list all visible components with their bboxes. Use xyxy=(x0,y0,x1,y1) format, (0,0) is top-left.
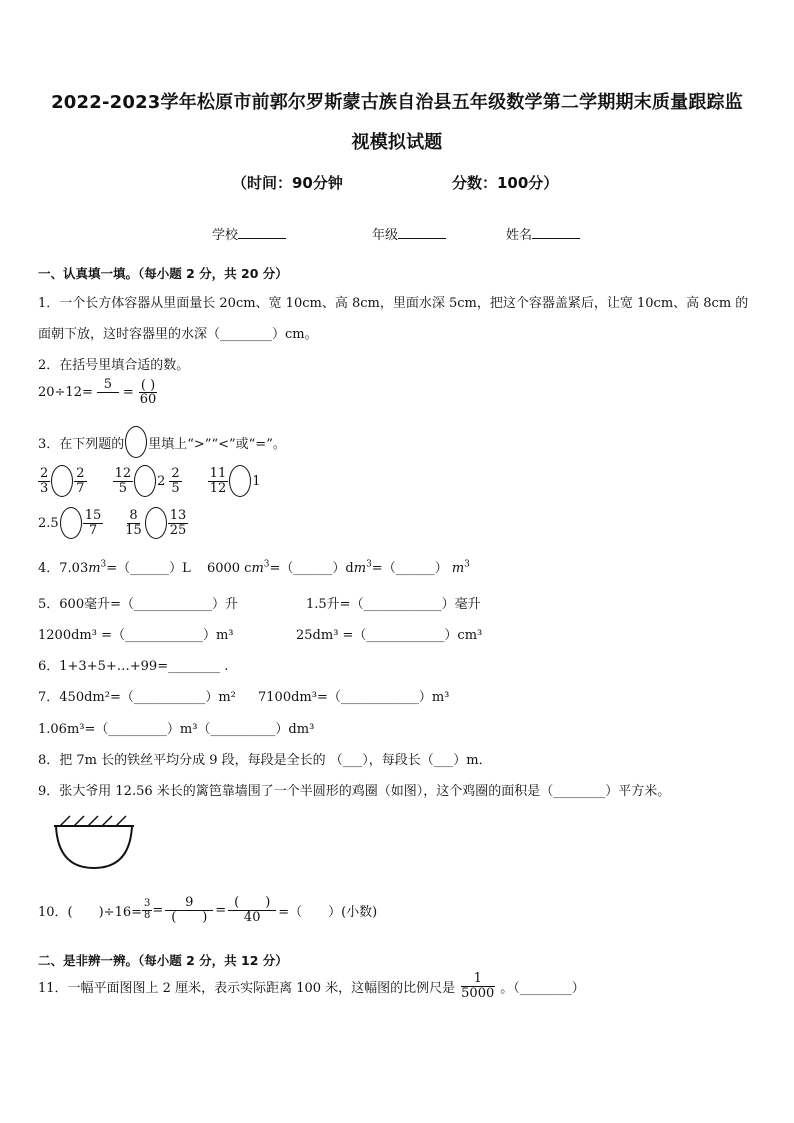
name-label: 姓名 xyxy=(506,228,533,243)
exam-title-line2: 视模拟试题 xyxy=(351,132,443,153)
q10-fraction-3 xyxy=(228,896,276,924)
q9-text: 9．张大爷用 12.56 米长的篱笆靠墙围了一个半圆形的鸡圈（如图），这个鸡圈的面积是（________）平方米。 xyxy=(38,784,671,799)
q1-line2: 面朝下放，这时容器里的水深（________）cm。 xyxy=(38,327,318,342)
q3-r3-a-den: 12 xyxy=(209,480,227,496)
q10-f3-den: 40 xyxy=(243,909,261,925)
q3-compare-oval-5[interactable] xyxy=(145,507,167,539)
q5-c: 1200dm³ =（____________）m³ xyxy=(38,628,234,643)
q8-text: 8．把 7m 长的铁丝平均分成 9 段，每段是全长的 （___），每段长（___）m． xyxy=(38,753,492,768)
wall-hatch xyxy=(60,816,70,826)
q3-compare-oval-2[interactable] xyxy=(134,465,156,497)
q3-r5-b-num: 13 xyxy=(169,507,187,523)
q4-part-4: =（______）d xyxy=(269,561,354,576)
wall-hatch xyxy=(102,816,112,826)
q4-part-1: 4．7.03 xyxy=(38,561,89,576)
q2-fraction-1 xyxy=(97,378,119,408)
wall-hatch xyxy=(116,816,126,826)
q3-text xyxy=(38,426,286,458)
q7-c: 1.06m³=（_________）m³（__________）dm³ xyxy=(38,722,315,737)
q4-part-3: 6000 c xyxy=(206,561,252,576)
q3-r2-b-num: 2 xyxy=(171,465,180,481)
q4-unit-m-1: m xyxy=(88,561,101,576)
q3-r4-b-frac xyxy=(83,509,104,537)
q10-eq-2: = xyxy=(215,902,227,918)
q3-r2-a-num: 12 xyxy=(114,465,132,481)
q2-text: 2．在括号里填合适的数。 xyxy=(38,358,190,373)
q11-den: 5000 xyxy=(461,985,495,1001)
q3-r2-b-den: 5 xyxy=(171,480,180,496)
q2-lhs: 20÷12= xyxy=(38,385,93,401)
q3-r1-a-frac xyxy=(38,467,50,495)
q11-pre: 11．一幅平面图图上 2 厘米，表示实际距离 100 米，这幅图的比例尺是 xyxy=(38,980,456,996)
q11-post: 。（________） xyxy=(500,980,585,996)
wall-hatch xyxy=(74,816,84,826)
q10-f1-den: 8 xyxy=(144,909,151,921)
q10-fraction-1 xyxy=(142,899,152,921)
q11-scale-fraction xyxy=(459,972,496,1000)
grade-blank[interactable] xyxy=(398,238,446,239)
q3-compare-oval-3[interactable] xyxy=(229,465,251,497)
q1-line1: 1．一个长方体容器从里面量长 20cm、宽 10cm、高 8cm，里面水深 5cm，把这个容器盖紧后，让宽 10cm、高 8cm 的 xyxy=(38,296,749,311)
q2-f1-numerator: 5 xyxy=(97,378,119,393)
q5-d: 25dm³ =（____________）cm³ xyxy=(296,628,483,643)
q3-r1-a-den: 3 xyxy=(40,480,49,496)
q2-f2-numerator[interactable]: ( ) xyxy=(140,377,156,393)
q3-r1-b-num: 2 xyxy=(76,465,85,481)
q3-row-1 xyxy=(38,465,261,497)
school-blank[interactable] xyxy=(238,238,286,239)
q2-equals: = xyxy=(122,385,134,401)
q3-r5-a-frac xyxy=(123,509,144,537)
q3-r1-a-num: 2 xyxy=(40,465,49,481)
q4-part-2: =（______）L xyxy=(106,561,191,576)
q7-a: 7．450dm²=（___________）m² xyxy=(38,690,236,705)
q3-compare-oval-4[interactable] xyxy=(60,507,82,539)
q3-r5-b-den: 25 xyxy=(169,522,187,538)
q3-r2-a-den: 5 xyxy=(118,480,127,496)
name-field xyxy=(506,224,580,243)
q10-f1-num: 3 xyxy=(144,898,151,910)
q3-r2-a-frac xyxy=(113,467,134,495)
q3-post: 里填上“>”“<”或“=”。 xyxy=(148,436,286,452)
q3-pre: 3．在下列题的 xyxy=(38,436,125,452)
q3-r2-b-int: 2 xyxy=(157,473,166,489)
section-1-heading: 一、认真填一填。（每小题 2 分，共 20 分） xyxy=(38,266,288,281)
q10-f2-den[interactable]: ( ) xyxy=(171,909,208,925)
q2-f1-denominator xyxy=(106,393,110,408)
q3-r3-a-num: 11 xyxy=(209,465,227,481)
q2-fraction-2 xyxy=(138,379,159,407)
q4-unit-m-4: m xyxy=(451,561,465,576)
grade-field xyxy=(372,224,446,243)
q3-r2-b-frac xyxy=(169,467,181,495)
time-label: （时间：90分钟 xyxy=(232,174,343,192)
q6-text: 6．1+3+5+…+99=________ . xyxy=(38,659,229,674)
q10-f2-num: 9 xyxy=(165,896,213,911)
q3-oval-sample xyxy=(125,426,147,458)
q7-b: 7100dm³=（____________）m³ xyxy=(258,690,450,705)
q3-r4-b-den: 7 xyxy=(88,522,98,538)
q10-expression xyxy=(38,896,377,924)
school-field xyxy=(212,224,286,243)
wall-hatch xyxy=(88,816,98,826)
q10-f3-num[interactable]: ( ) xyxy=(228,896,276,911)
q4-unit-m-3: m xyxy=(353,561,367,576)
q3-r3-a-frac xyxy=(208,467,229,495)
q10-pre: 10．( )÷16= xyxy=(38,904,143,920)
q2-f2-denominator: 60 xyxy=(139,392,157,408)
q2-expression xyxy=(38,378,158,408)
q10-eq-1: = xyxy=(152,902,164,918)
q11-num: 1 xyxy=(461,972,495,987)
q10-post: =（ ）(小数) xyxy=(278,904,378,920)
school-label: 学校 xyxy=(212,228,239,243)
q3-r5-b-frac xyxy=(168,509,189,537)
semicircle-fence xyxy=(56,826,132,868)
q10-fraction-2 xyxy=(165,896,213,924)
score-label: 分数：100分） xyxy=(452,174,559,192)
q5-a: 5．600毫升=（____________）升 xyxy=(38,597,238,612)
q4-line: 4．$7.03m^3=(\_\_\_\_\_\_)L$ 6000 $cm^3=(\_\_\_\_\_\_)dm^3=(\_\_\_\_\_\_)$ $m^3$ xyxy=(38,559,470,576)
q3-r5-a-den: 15 xyxy=(125,522,142,538)
q11-line xyxy=(38,972,585,1000)
semicircle-pen-figure xyxy=(48,812,140,872)
q5-b: 1.5升=（____________）毫升 xyxy=(306,597,481,612)
name-blank[interactable] xyxy=(532,238,580,239)
exam-title-line1: 2022-2023学年松原市前郭尔罗斯蒙古族自治县五年级数学第二学期期末质量跟踪监 xyxy=(51,92,743,113)
q3-compare-oval-1[interactable] xyxy=(51,465,73,497)
q3-r4-a-int: 2.5 xyxy=(38,515,59,531)
q3-r4-b-num: 15 xyxy=(84,507,102,523)
q3-r1-b-frac xyxy=(74,467,86,495)
section-2-heading: 二、是非辨一辨。（每小题 2 分，共 12 分） xyxy=(38,953,288,968)
q3-r1-b-den: 7 xyxy=(76,480,85,496)
q4-unit-m-2: m xyxy=(251,561,264,576)
q3-r3-b-int: 1 xyxy=(252,473,261,489)
q4-part-5: =（______） xyxy=(371,561,448,576)
q3-row-2 xyxy=(38,507,188,539)
q3-r5-a-num: 8 xyxy=(129,507,138,523)
grade-label: 年级 xyxy=(372,228,399,243)
